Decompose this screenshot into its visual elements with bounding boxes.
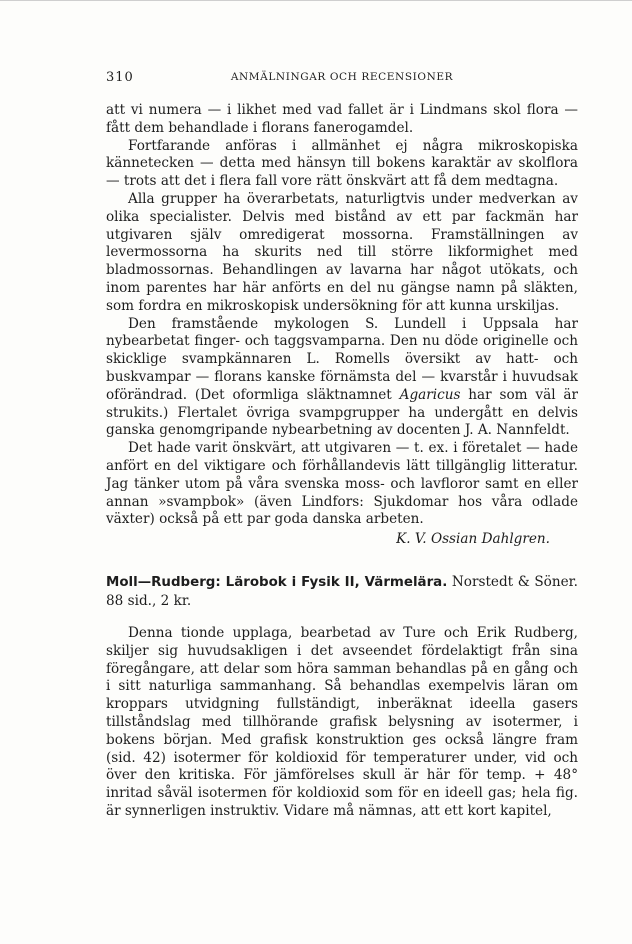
paragraph: att vi numera — i likhet med vad fallet är i Lindmans skol flora — fått dem behandlade i florans fanerogamdel. xyxy=(106,102,578,136)
paragraph: Denna tionde upplaga, bearbetad av Ture och Erik Rudberg, skiljer sig huvudsakligen i det avseendet fördelaktigt från sina föregångare, att delar som höra samman behandlas på en gång och i sitt naturliga sammanhang. Så behandlas exempelvis läran om kroppars utvidgning fullständigt, inberäknat ideella gasers tillståndslag med tillhörande grafisk belysning av isotermer, i bokens början. Med grafisk konstruktion ges också längre fram (sid. 42) isotermer för koldioxid för temperaturer under, vid och över den kritiska. För jämförelses skull är här för temp. + 48° inritad såväl isotermen för koldioxid som för en ideell gas; hela fig. är synnerligen instruktiv. Vidare må nämnas, att ett kort kapitel, xyxy=(106,624,578,819)
review-heading xyxy=(106,573,578,610)
italic-genus-name: Agaricus xyxy=(399,386,461,403)
paragraph: Det hade varit önskvärt, att utgivaren — t. ex. i företalet — hade anfört en del viktigare och förhållandevis lätt tillgänglig litteratur. Jag tänker utom på våra svenska moss- och lavfloror samt en eller annan »svampbok» (även Lindfors: Sjukdomar hos våra odlade växter) också på ett par goda danska arbeten. xyxy=(106,440,578,528)
publication-details: Norstedt & Söner. 88 sid., 2 kr. xyxy=(106,573,578,609)
paragraph: Fortfarande anföras i allmänhet ej några mikroskopiska kännetecken — detta med hänsyn till bokens karaktär av skolflora — trots att det i flera fall vore rätt önskvärt att få dem medtagna. xyxy=(106,137,578,190)
book-title: Moll—Rudberg: Lärobok i Fysik II, Värmelära. xyxy=(106,574,448,590)
reviewer-signature: K. V. Ossian Dahlgren. xyxy=(396,531,550,548)
top-edge-rule xyxy=(0,0,632,1)
text-run: Den framstående mykologen S. Lundell i Uppsala har nybearbetat finger- och taggsvamparna. Den nu döde originelle och skicklige svampkännaren L. Romells översikt av hatt- och buskvampar — florans kanske förnämsta del — kvarstår i huvudsak oförändrad. (Det oformliga släktnamnet xyxy=(106,315,578,403)
paragraph: Alla grupper ha överarbetats, naturligtvis under medverkan av olika specialister. Delvis med bistånd av ett par fackmän har utgivaren själv omredigerat mossorna. Framställningen av levermossorna ha skurits ned till större likformighet med bladmossornas. Behandlingen av lavarna har något utökats, och inom parentes har här anförts en del nu gängse namn på släkten, som fordra en mikroskopisk undersökning för att kunna urskiljas. xyxy=(106,190,578,314)
running-header xyxy=(106,70,578,88)
paragraph xyxy=(106,316,578,441)
text-run: har som väl är strukits.) Flertalet övriga svampgrupper ha undergått en delvis ganska genomgripande nybearbetning av docenten J. A. Nannfeldt. xyxy=(106,386,578,439)
page xyxy=(106,70,578,821)
review-body xyxy=(106,625,578,821)
review-continuation xyxy=(106,102,578,529)
page-number: 310 xyxy=(106,70,134,85)
running-title: ANMÄLNINGAR OCH RECENSIONER xyxy=(230,71,454,83)
